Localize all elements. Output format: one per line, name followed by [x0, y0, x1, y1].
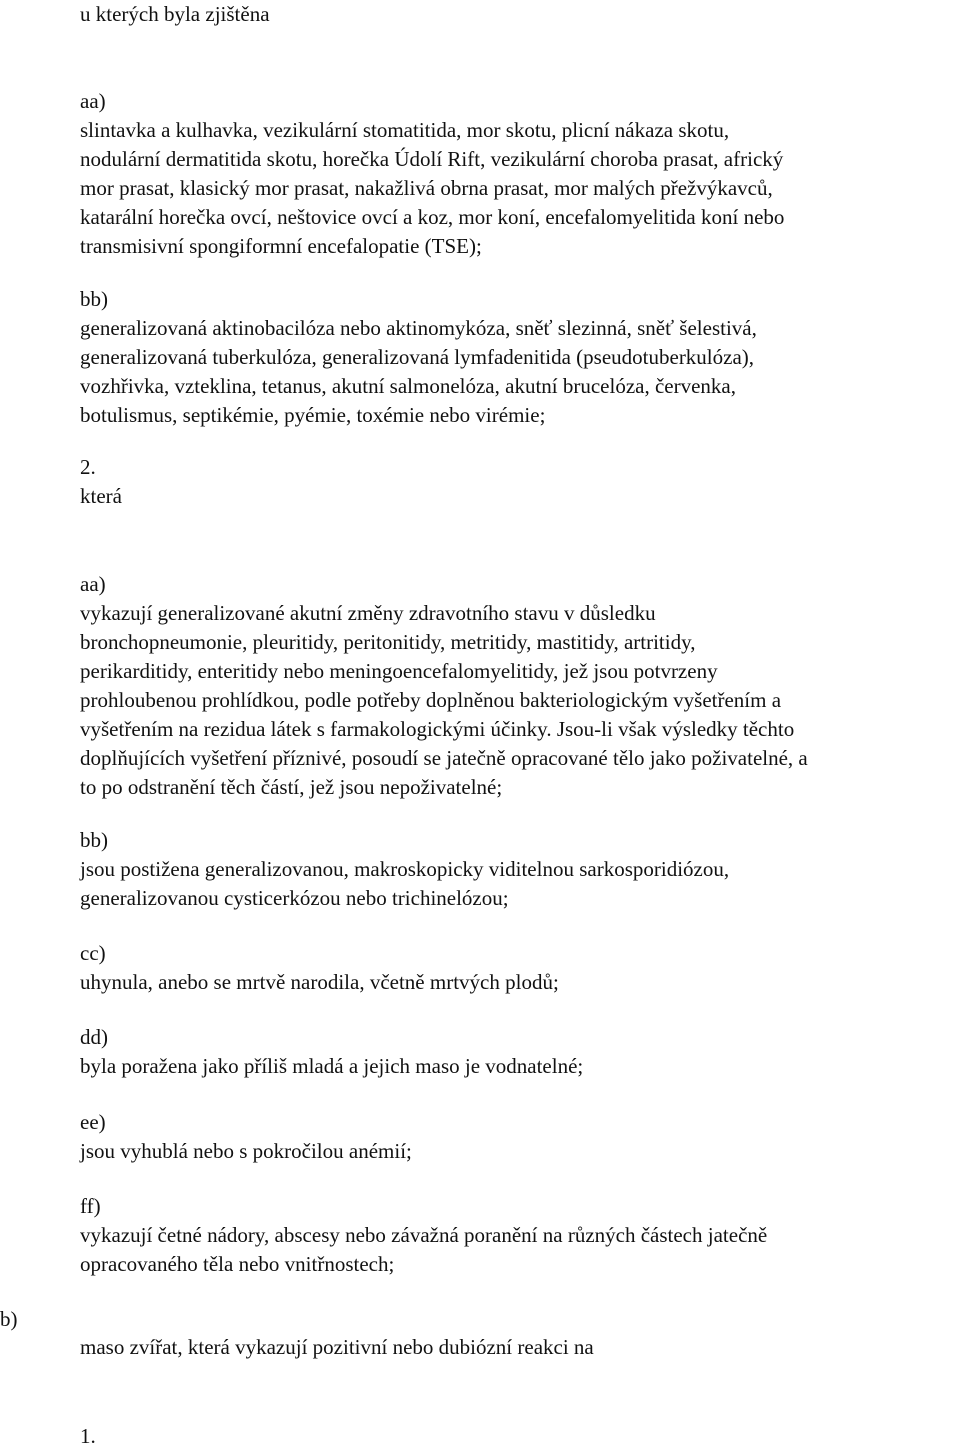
paragraph-line: vyšetřením na rezidua látek s farmakologickými účinky. Jsou-li však výsledky těchto: [80, 717, 795, 741]
paragraph-line: to po odstranění těch částí, jež jsou nepoživatelné;: [80, 775, 503, 799]
paragraph-line: katarální horečka ovcí, neštovice ovcí a koz, mor koní, encefalomyelitida koní nebo: [80, 205, 785, 229]
item-2-ff-paragraph: [80, 1221, 960, 1279]
aa-label: aa): [80, 89, 106, 113]
paragraph-line: bronchopneumonie, pleuritidy, peritonitidy, metritidy, mastitidy, artritidy,: [80, 630, 696, 654]
paragraph-line: prohloubenou prohlídkou, podle potřeby doplněnou bakteriologickým vyšetřením a: [80, 688, 782, 712]
item-2-bb-label: bb): [80, 828, 108, 852]
paragraph-line: generalizovaná aktinobacilóza nebo aktinomykóza, sněť slezinná, sněť šelestivá,: [80, 316, 757, 340]
item-2-aa-label: aa): [80, 572, 106, 596]
paragraph-line: slintavka a kulhavka, vezikulární stomatitida, mor skotu, plicní nákaza skotu,: [80, 118, 730, 142]
paragraph-line: nodulární dermatitida skotu, horečka Údolí Rift, vezikulární choroba prasat, africký: [80, 147, 784, 171]
bb-label: bb): [80, 287, 108, 311]
item-2-dd-paragraph: [80, 1052, 960, 1081]
paragraph-line: vykazují generalizované akutní změny zdravotního stavu v důsledku: [80, 601, 656, 625]
paragraph-line: vozhřivka, vzteklina, tetanus, akutní salmonelóza, akutní brucelóza, červenka,: [80, 374, 736, 398]
item-2-number: 2.: [80, 455, 96, 479]
item-2-ee-label: ee): [80, 1110, 106, 1134]
paragraph-line: vykazují četné nádory, abscesy nebo závažná poranění na různých částech jatečně: [80, 1223, 768, 1247]
item-2-bb-paragraph: [80, 855, 960, 913]
aa-paragraph: [80, 116, 960, 261]
item-2-text: která: [80, 484, 122, 508]
item-1-number: 1.: [80, 1424, 96, 1448]
paragraph-line: mor prasat, klasický mor prasat, nakažlivá obrna prasat, mor malých přežvýkavců,: [80, 176, 773, 200]
paragraph-line: botulismus, septikémie, pyémie, toxémie nebo virémie;: [80, 403, 546, 427]
paragraph-line: opracovaného těla nebo vnitřnostech;: [80, 1252, 395, 1276]
b-label: b): [0, 1307, 18, 1331]
paragraph-line: generalizovanou cysticerkózou nebo trichinelózou;: [80, 886, 509, 910]
paragraph-line: generalizovaná tuberkulóza, generalizovaná lymfadenitida (pseudotuberkulóza),: [80, 345, 755, 369]
b-text: maso zvířat, která vykazují pozitivní nebo dubiózní reakci na: [80, 1335, 594, 1359]
item-2-ee-paragraph: [80, 1137, 960, 1166]
item-2-dd-label: dd): [80, 1025, 108, 1049]
paragraph-line: byla poražena jako příliš mladá a jejich maso je vodnatelné;: [80, 1054, 584, 1078]
item-2-aa-paragraph: [80, 599, 960, 802]
intro-text: u kterých byla zjištěna: [80, 2, 270, 26]
paragraph-line: jsou vyhublá nebo s pokročilou anémií;: [80, 1139, 412, 1163]
paragraph-line: doplňujících vyšetření příznivé, posoudí se jatečně opracované tělo jako poživatelné, a: [80, 746, 808, 770]
paragraph-line: perikarditidy, enteritidy nebo meningoencefalomyelitidy, jež jsou potvrzeny: [80, 659, 718, 683]
item-2-cc-paragraph: [80, 968, 960, 997]
bb-paragraph: [80, 314, 960, 430]
item-2-ff-label: ff): [80, 1194, 101, 1218]
paragraph-line: uhynula, anebo se mrtvě narodila, včetně mrtvých plodů;: [80, 970, 559, 994]
paragraph-line: transmisivní spongiformní encefalopatie (TSE);: [80, 234, 482, 258]
paragraph-line: jsou postižena generalizovanou, makroskopicky viditelnou sarkosporidiózou,: [80, 857, 730, 881]
item-2-cc-label: cc): [80, 941, 106, 965]
